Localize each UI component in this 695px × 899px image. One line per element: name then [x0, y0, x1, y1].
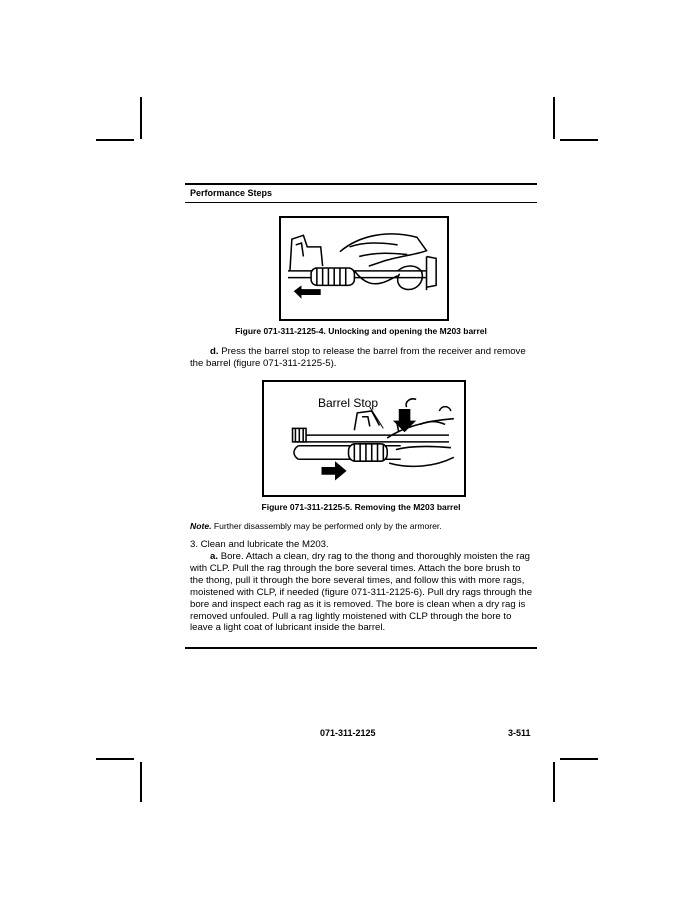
figure-2-image	[262, 380, 466, 497]
figure-1-caption: Figure 071-311-2125-4. Unlocking and opening the M203 barrel	[235, 326, 487, 336]
step-a-text: Bore. Attach a clean, dry rag to the thong and thoroughly moisten the rag with CLP. Pull the rag through the bore several times. Attach the bore brush to the thong, pull it through the bore several times, and follow this with more rags, moistened with CLP, if needed (figure 071-311-2125-6). Pull dry rags through the bore and inspect each rag as it is removed. The bore is clean when a dry rag is removed unfouled. Pull a rag lightly moistened with CLP through the bore to leave a light coat of lubricant inside the barrel.	[190, 551, 533, 634]
figure-1-image	[279, 216, 449, 321]
figure-2-caption: Figure 071-311-2125-5. Removing the M203 barrel	[261, 502, 461, 512]
crop-mark-top-right-vertical	[553, 97, 555, 139]
step-d-paragraph	[190, 346, 536, 370]
section-bottom-rule	[185, 647, 537, 649]
header-top-rule	[185, 183, 537, 185]
section-title: Performance Steps	[190, 188, 273, 198]
crop-mark-bottom-right-vertical	[553, 762, 555, 802]
crop-mark-bottom-right-horizontal	[560, 758, 598, 760]
step-a-label: a.	[210, 551, 219, 562]
step-3-heading: 3. Clean and lubricate the M203.	[190, 539, 329, 550]
figure-1-illustration	[281, 218, 447, 319]
step-d-text: Press the barrel stop to release the barrel from the receiver and remove the barrel (figure 071-311-2125-5).	[190, 346, 526, 369]
note-paragraph	[190, 521, 442, 531]
step-d-label: d.	[210, 346, 219, 357]
header-bottom-rule	[185, 202, 537, 203]
note-label: Note.	[190, 521, 212, 531]
crop-mark-top-left-vertical	[140, 97, 142, 139]
barrel-stop-callout: Barrel Stop	[318, 396, 379, 410]
step-a-paragraph	[190, 551, 536, 634]
crop-mark-top-right-horizontal	[560, 139, 598, 141]
crop-mark-bottom-left-horizontal	[96, 758, 134, 760]
footer-page-number: 3-511	[508, 728, 531, 738]
footer-task-number: 071-311-2125	[320, 728, 376, 738]
crop-mark-top-left-horizontal	[96, 139, 134, 141]
note-text: Further disassembly may be performed only by the armorer.	[213, 521, 442, 531]
crop-mark-bottom-left-vertical	[140, 762, 142, 802]
